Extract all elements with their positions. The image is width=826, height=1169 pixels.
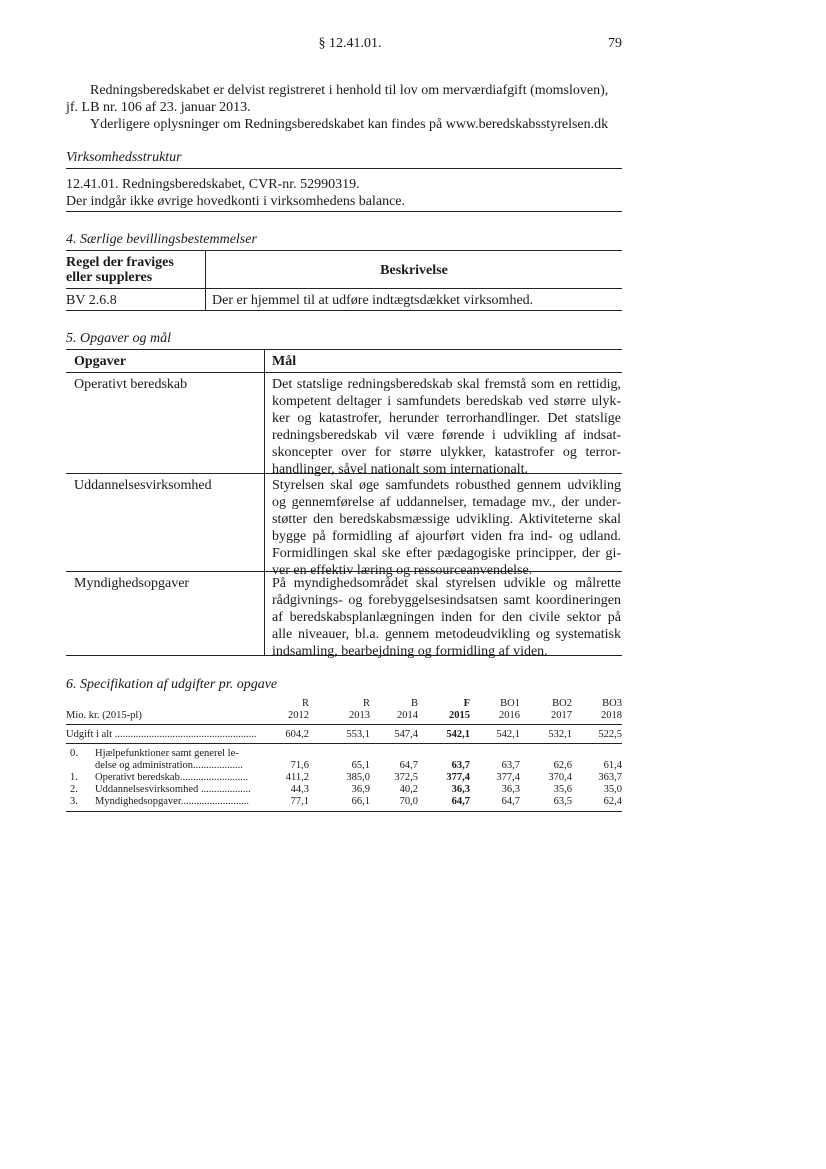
row-number: 0.: [70, 748, 78, 759]
intro-line-3: Yderligere oplysninger om Redningsberedskabet kan findes på www.beredskabsstyrelsen.dk: [90, 117, 609, 132]
row-value: 64,7: [399, 760, 418, 771]
row-value: 44,3: [290, 784, 309, 795]
divider: [66, 250, 622, 251]
row-number: 1.: [70, 772, 78, 783]
row-value: 385,0: [346, 772, 370, 783]
divider: [66, 571, 622, 572]
goal-line: af beredskabsplanlægningen inden for den civile sektor på: [272, 610, 621, 625]
column-year: 2015: [449, 710, 470, 721]
column-year: 2013: [349, 710, 370, 721]
row-value: 35,0: [603, 784, 622, 795]
goal-line: bygge på formidling af ajourført viden fra ind- og udland.: [272, 529, 621, 544]
column-type: BO1: [500, 698, 520, 709]
row-value: 63,7: [451, 760, 470, 771]
section5-title: 5. Opgaver og mål: [66, 331, 171, 346]
row-value: 71,6: [290, 760, 309, 771]
row-value: 63,7: [501, 760, 520, 771]
description-value: Der er hjemmel til at udføre indtægtsdækket virksomhed.: [212, 293, 534, 308]
row-value: 377,4: [496, 772, 520, 783]
divider: [66, 724, 622, 725]
row-value: 70,0: [399, 796, 418, 807]
goal-line: alle niveauer, bl.a. gennem metodeudvikling og systematisk: [272, 627, 621, 642]
section4-title: 4. Særlige bevillingsbestemmelser: [66, 232, 257, 247]
goal-text: [272, 575, 621, 660]
column-year: 2018: [601, 710, 622, 721]
row-value: 65,1: [351, 760, 370, 771]
goal-line: og gennemførelse af uddannelser, temadage mv., der under-: [272, 495, 621, 510]
row-value: 377,4: [446, 772, 470, 783]
goals-header: Mål: [272, 354, 297, 369]
divider: [66, 655, 622, 656]
section-header: § 12.41.01.: [318, 36, 382, 51]
rule-header-line-1: Regel der fraviges: [66, 255, 174, 270]
row-label: Operativt beredskab..........................: [95, 772, 249, 783]
column-year: 2017: [551, 710, 572, 721]
goal-text: [272, 477, 621, 579]
section6-title: 6. Specifikation af udgifter pr. opgave: [66, 677, 278, 692]
goal-text: [272, 376, 621, 478]
column-divider: [264, 349, 265, 655]
row-value: 63,5: [553, 796, 572, 807]
page-number: 79: [608, 36, 622, 51]
divider: [66, 310, 622, 311]
column-type: B: [410, 698, 418, 709]
goal-line: kompetent deltager i samfundets beredskab ved større ulyk-: [272, 394, 621, 409]
row-value: 411,2: [285, 772, 309, 783]
column-type: R: [301, 698, 309, 709]
goal-line: Styrelsen skal øge samfundets robusthed gennem udvikling: [272, 478, 621, 493]
divider: [66, 743, 622, 744]
column-year: 2014: [397, 710, 418, 721]
column-year: 2012: [288, 710, 309, 721]
column-year: 2016: [499, 710, 520, 721]
goal-line: støtter den beredskabsmæssige udvikling. Aktiviteterne skal: [272, 512, 621, 527]
task-label: Operativt beredskab: [74, 377, 188, 392]
row-value: 40,2: [399, 784, 418, 795]
structure-title: Virksomhedsstruktur: [66, 150, 182, 165]
column-type: BO2: [552, 698, 572, 709]
task-label: Myndighedsopgaver: [74, 576, 190, 591]
intro-line-2: jf. LB nr. 106 af 23. januar 2013.: [66, 100, 251, 115]
structure-line-2: Der indgår ikke øvrige hovedkonti i virksomhedens balance.: [66, 194, 406, 209]
row-number: 3.: [70, 796, 78, 807]
divider: [66, 211, 622, 212]
column-divider: [205, 250, 206, 311]
total-label: Udgift i alt ......................................................: [66, 729, 257, 740]
row-value: 66,1: [351, 796, 370, 807]
task-label: Uddannelsesvirksomhed: [74, 478, 212, 493]
row-value: 35,6: [553, 784, 572, 795]
goal-line: På myndighedsområdet skal styrelsen udvikle og målrette: [272, 576, 621, 591]
row-value: 370,4: [548, 772, 572, 783]
row-label: Uddannelsesvirksomhed ...................: [95, 784, 251, 795]
column-type: R: [362, 698, 370, 709]
goal-line: handlinger, såvel nationalt som internationalt.: [272, 462, 529, 477]
goal-line: indsamling, bearbejdning og formidling af viden.: [272, 644, 548, 659]
divider: [66, 288, 622, 289]
row-value: 61,4: [603, 760, 622, 771]
row-value: 64,7: [451, 796, 470, 807]
intro-line-1: Redningsberedskabet er delvist registreret i henhold til lov om merværdiafgift (momsloven),: [90, 83, 609, 98]
goal-line: skoncepter over for større ulykker, katastrofer og terror-: [272, 445, 621, 460]
divider: [66, 473, 622, 474]
goal-line: redningsberedskab vil være førende i udvikling af indsat-: [272, 428, 621, 443]
rule-value: BV 2.6.8: [66, 293, 117, 308]
tasks-header: Opgaver: [74, 354, 127, 369]
goal-line: rådgivnings- og forebyggelsesindsatsen samt koordineringen: [272, 593, 621, 608]
total-value: 547,4: [394, 729, 418, 740]
row-number: 2.: [70, 784, 78, 795]
row-value: 36,3: [501, 784, 520, 795]
row-value: 36,9: [351, 784, 370, 795]
rule-header-line-2: eller suppleres: [66, 270, 153, 285]
divider: [66, 372, 622, 373]
goal-line: ver en effektiv læring og ressourceanvendelse.: [272, 563, 533, 578]
goal-line: Formidlingen skal ske efter pædagogiske principper, der gi-: [272, 546, 621, 561]
row-label: Myndighedsopgaver..........................: [95, 796, 249, 807]
structure-line-1: 12.41.01. Redningsberedskabet, CVR-nr. 52990319.: [66, 177, 360, 192]
description-header: Beskrivelse: [380, 263, 448, 278]
column-type: BO3: [602, 698, 622, 709]
row-label: Hjælpefunktioner samt generel le-: [95, 748, 239, 759]
column-type: F: [463, 698, 470, 709]
divider: [66, 168, 622, 169]
expense-table: [0, 698, 826, 828]
total-value: 542,1: [446, 729, 470, 740]
unit-label: Mio. kr. (2015-pl): [66, 710, 142, 721]
goal-line: ker og katastrofer, herunder terrorhandlinger. Det statslige: [272, 411, 621, 426]
row-label: delse og administration...................: [95, 760, 243, 771]
row-value: 363,7: [598, 772, 622, 783]
row-value: 36,3: [451, 784, 470, 795]
goal-line: Det statslige redningsberedskab skal fremstå som en rettidig,: [272, 377, 621, 392]
divider: [66, 811, 622, 812]
row-value: 62,6: [553, 760, 572, 771]
divider: [66, 349, 622, 350]
row-value: 64,7: [501, 796, 520, 807]
total-value: 604,2: [285, 729, 309, 740]
total-value: 522,5: [598, 729, 622, 740]
row-value: 372,5: [394, 772, 418, 783]
total-value: 553,1: [346, 729, 370, 740]
total-value: 542,1: [496, 729, 520, 740]
row-value: 62,4: [603, 796, 622, 807]
total-value: 532,1: [548, 729, 572, 740]
row-value: 77,1: [290, 796, 309, 807]
